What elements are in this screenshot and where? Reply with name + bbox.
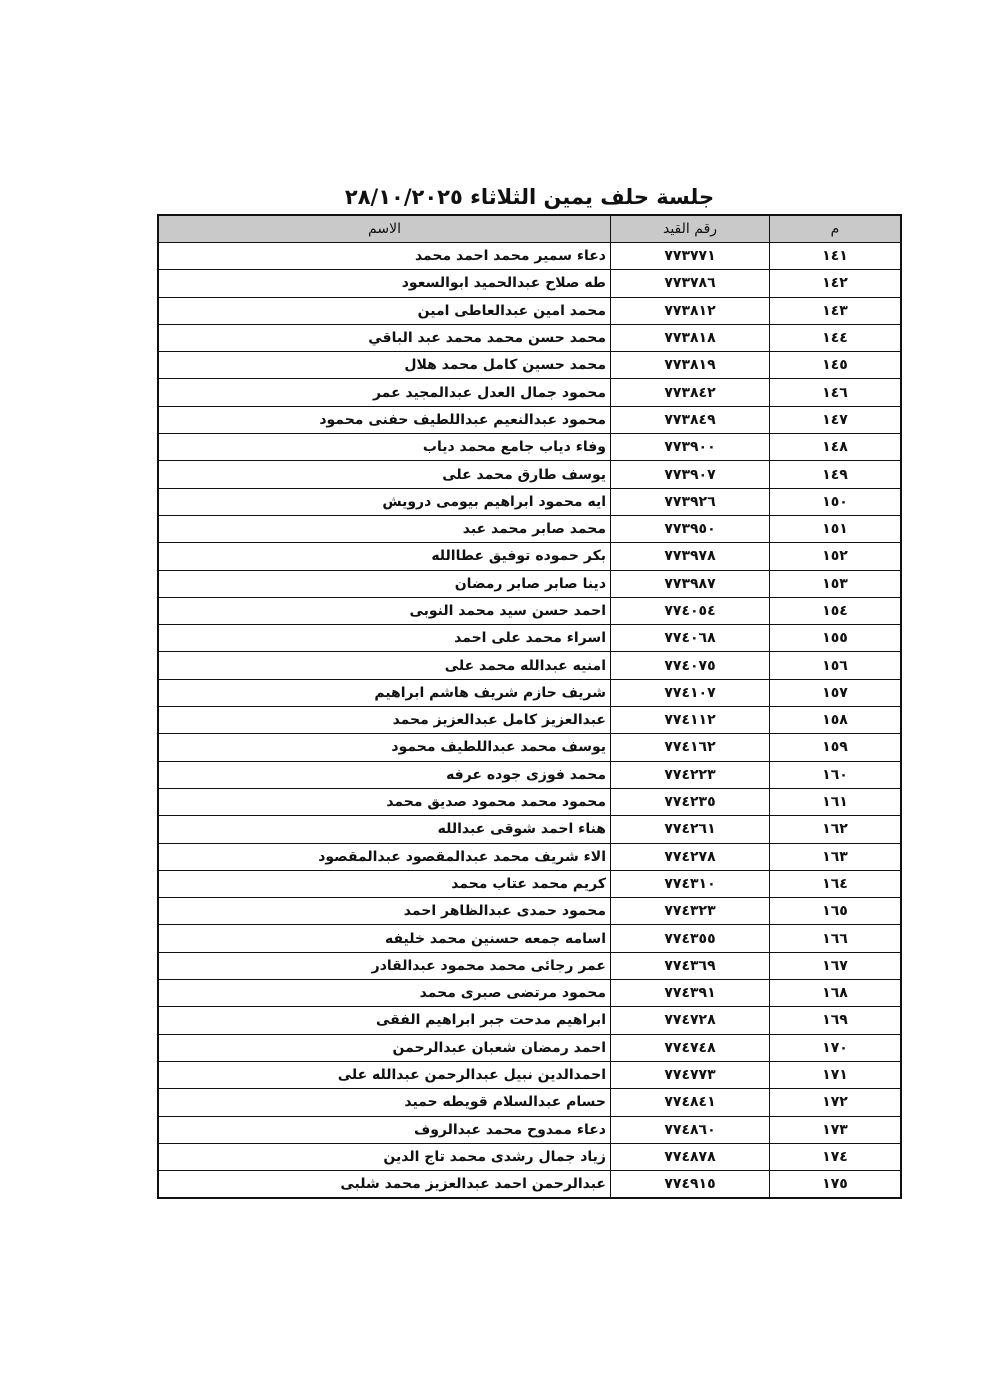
table-row xyxy=(158,297,901,324)
name-cell: احمدالدين نبيل عبدالرحمن عبدالله على xyxy=(158,1061,611,1088)
name-cell: حسام عبدالسلام قويطه حميد xyxy=(158,1089,611,1116)
name-cell: امنيه عبدالله محمد على xyxy=(158,652,611,679)
seq-cell: ١٧٥ xyxy=(770,1171,902,1199)
table-row xyxy=(158,652,901,679)
header-seq: م xyxy=(770,215,902,243)
table-row xyxy=(158,570,901,597)
seq-cell: ١٤١ xyxy=(770,243,902,270)
registration-cell: ٧٧٣٩٨٧ xyxy=(611,570,770,597)
table-row xyxy=(158,679,901,706)
header-registration: رقم القيد xyxy=(611,215,770,243)
seq-cell: ١٤٥ xyxy=(770,352,902,379)
registration-cell: ٧٧٣٨١٢ xyxy=(611,297,770,324)
name-cell: محمد فوزى جوده عرفه xyxy=(158,761,611,788)
seq-cell: ١٧٢ xyxy=(770,1089,902,1116)
table-row xyxy=(158,1007,901,1034)
table-row xyxy=(158,270,901,297)
name-cell: وفاء دياب جامع محمد دياب xyxy=(158,434,611,461)
table-row xyxy=(158,515,901,542)
seq-cell: ١٧١ xyxy=(770,1061,902,1088)
seq-cell: ١٧٣ xyxy=(770,1116,902,1143)
seq-cell: ١٦٣ xyxy=(770,843,902,870)
seq-cell: ١٧٠ xyxy=(770,1034,902,1061)
registration-cell: ٧٧٤٣٢٣ xyxy=(611,898,770,925)
table-row xyxy=(158,324,901,351)
registration-cell: ٧٧٤١٠٧ xyxy=(611,679,770,706)
table-row xyxy=(158,243,901,270)
name-cell: عبدالعزيز كامل عبدالعزيز محمد xyxy=(158,707,611,734)
seq-cell: ١٦١ xyxy=(770,788,902,815)
name-cell: يوسف محمد عبداللطيف محمود xyxy=(158,734,611,761)
document-title: جلسة حلف يمين الثلاثاء ٢٨/١٠/٢٠٢٥ xyxy=(344,185,715,209)
registration-cell: ٧٧٣٨٤٢ xyxy=(611,379,770,406)
table-row xyxy=(158,1116,901,1143)
name-cell: زياد جمال رشدى محمد تاج الدين xyxy=(158,1143,611,1170)
name-cell: محمد امين عبدالعاطى امين xyxy=(158,297,611,324)
name-cell: احمد رمضان شعبان عبدالرحمن xyxy=(158,1034,611,1061)
seq-cell: ١٦٥ xyxy=(770,898,902,925)
name-cell: عمر رجائى محمد محمود عبدالقادر xyxy=(158,952,611,979)
table-row xyxy=(158,379,901,406)
name-cell: اسامه جمعه حسنين محمد خليفه xyxy=(158,925,611,952)
seq-cell: ١٥٠ xyxy=(770,488,902,515)
seq-cell: ١٤٢ xyxy=(770,270,902,297)
name-cell: محمود حمدى عبدالظاهر احمد xyxy=(158,898,611,925)
registration-cell: ٧٧٣٨١٨ xyxy=(611,324,770,351)
seq-cell: ١٥٢ xyxy=(770,543,902,570)
table-row xyxy=(158,543,901,570)
table-row xyxy=(158,761,901,788)
registration-cell: ٧٧٤٠٧٥ xyxy=(611,652,770,679)
seq-cell: ١٥١ xyxy=(770,515,902,542)
name-cell: شريف حازم شريف هاشم ابراهيم xyxy=(158,679,611,706)
registration-cell: ٧٧٤٨٦٠ xyxy=(611,1116,770,1143)
seq-cell: ١٤٧ xyxy=(770,406,902,433)
name-cell: دعاء سمير محمد احمد محمد xyxy=(158,243,611,270)
header-name: الاسم xyxy=(158,215,611,243)
registration-cell: ٧٧٤٠٦٨ xyxy=(611,625,770,652)
registration-cell: ٧٧٤٠٥٤ xyxy=(611,597,770,624)
registration-cell: ٧٧٤٢٢٣ xyxy=(611,761,770,788)
table-row xyxy=(158,980,901,1007)
registration-cell: ٧٧٤٧٧٣ xyxy=(611,1061,770,1088)
seq-cell: ١٤٤ xyxy=(770,324,902,351)
table-row xyxy=(158,352,901,379)
name-cell: احمد حسن سيد محمد النوبى xyxy=(158,597,611,624)
registration-cell: ٧٧٤٧٤٨ xyxy=(611,1034,770,1061)
name-cell: اسراء محمد على احمد xyxy=(158,625,611,652)
registration-cell: ٧٧٣٩٧٨ xyxy=(611,543,770,570)
seq-cell: ١٥٤ xyxy=(770,597,902,624)
table-row xyxy=(158,1089,901,1116)
table-row xyxy=(158,1143,901,1170)
seq-cell: ١٥٥ xyxy=(770,625,902,652)
registration-cell: ٧٧٤٢٦١ xyxy=(611,816,770,843)
table-row xyxy=(158,597,901,624)
registration-cell: ٧٧٣٩٢٦ xyxy=(611,488,770,515)
seq-cell: ١٤٩ xyxy=(770,461,902,488)
table-header-row xyxy=(158,215,901,243)
registration-cell: ٧٧٤٨٤١ xyxy=(611,1089,770,1116)
registration-cell: ٧٧٤٨٧٨ xyxy=(611,1143,770,1170)
registration-cell: ٧٧٣٧٧١ xyxy=(611,243,770,270)
table-row xyxy=(158,434,901,461)
registration-cell: ٧٧٤١٦٢ xyxy=(611,734,770,761)
name-cell: كريم محمد عتاب محمد xyxy=(158,870,611,897)
name-cell: دعاء ممدوح محمد عبدالروف xyxy=(158,1116,611,1143)
seq-cell: ١٦٤ xyxy=(770,870,902,897)
table-row xyxy=(158,898,901,925)
table-row xyxy=(158,816,901,843)
seq-cell: ١٥٨ xyxy=(770,707,902,734)
table-row xyxy=(158,625,901,652)
table-row xyxy=(158,1171,901,1199)
table-row xyxy=(158,734,901,761)
registration-cell: ٧٧٣٩٠٠ xyxy=(611,434,770,461)
table-row xyxy=(158,952,901,979)
seq-cell: ١٤٦ xyxy=(770,379,902,406)
name-cell: محمود عبدالنعيم عبداللطيف حفنى محمود xyxy=(158,406,611,433)
table-row xyxy=(158,925,901,952)
name-cell: محمود جمال العدل عبدالمجيد عمر xyxy=(158,379,611,406)
table-body xyxy=(158,243,901,1199)
name-cell: محمد حسن محمد محمد عبد الباقي xyxy=(158,324,611,351)
seq-cell: ١٦٢ xyxy=(770,816,902,843)
registration-cell: ٧٧٤٣٩١ xyxy=(611,980,770,1007)
table-row xyxy=(158,707,901,734)
name-cell: هناء احمد شوقى عبدالله xyxy=(158,816,611,843)
name-cell: عبدالرحمن احمد عبدالعزيز محمد شلبى xyxy=(158,1171,611,1199)
registration-cell: ٧٧٣٩٥٠ xyxy=(611,515,770,542)
name-cell: محمود مرتضى صبرى محمد xyxy=(158,980,611,1007)
table-row xyxy=(158,406,901,433)
oath-roster-table xyxy=(157,214,902,1199)
table-row xyxy=(158,1034,901,1061)
seq-cell: ١٦٠ xyxy=(770,761,902,788)
name-cell: ايه محمود ابراهيم بيومى درويش xyxy=(158,488,611,515)
name-cell: محمد صابر محمد عبد xyxy=(158,515,611,542)
seq-cell: ١٧٤ xyxy=(770,1143,902,1170)
name-cell: طه صلاح عبدالحميد ابوالسعود xyxy=(158,270,611,297)
seq-cell: ١٤٨ xyxy=(770,434,902,461)
registration-cell: ٧٧٤٣٥٥ xyxy=(611,925,770,952)
registration-cell: ٧٧٤٣٦٩ xyxy=(611,952,770,979)
name-cell: دينا صابر صابر رمضان xyxy=(158,570,611,597)
table-row xyxy=(158,870,901,897)
table-row xyxy=(158,843,901,870)
name-cell: بكر حموده توفيق عطاالله xyxy=(158,543,611,570)
seq-cell: ١٤٣ xyxy=(770,297,902,324)
registration-cell: ٧٧٤٧٢٨ xyxy=(611,1007,770,1034)
seq-cell: ١٦٩ xyxy=(770,1007,902,1034)
seq-cell: ١٥٩ xyxy=(770,734,902,761)
registration-cell: ٧٧٤٢٧٨ xyxy=(611,843,770,870)
seq-cell: ١٥٦ xyxy=(770,652,902,679)
table-row xyxy=(158,1061,901,1088)
name-cell: محمود محمد محمود صديق محمد xyxy=(158,788,611,815)
registration-cell: ٧٧٤٩١٥ xyxy=(611,1171,770,1199)
registration-cell: ٧٧٤٢٣٥ xyxy=(611,788,770,815)
registration-cell: ٧٧٣٧٨٦ xyxy=(611,270,770,297)
seq-cell: ١٦٧ xyxy=(770,952,902,979)
table-row xyxy=(158,461,901,488)
seq-cell: ١٦٦ xyxy=(770,925,902,952)
table-row xyxy=(158,788,901,815)
seq-cell: ١٦٨ xyxy=(770,980,902,1007)
name-cell: محمد حسين كامل محمد هلال xyxy=(158,352,611,379)
name-cell: يوسف طارق محمد على xyxy=(158,461,611,488)
seq-cell: ١٥٧ xyxy=(770,679,902,706)
registration-cell: ٧٧٤١١٢ xyxy=(611,707,770,734)
registration-cell: ٧٧٣٨٤٩ xyxy=(611,406,770,433)
name-cell: الاء شريف محمد عبدالمقصود عبدالمقصود xyxy=(158,843,611,870)
registration-cell: ٧٧٤٣١٠ xyxy=(611,870,770,897)
seq-cell: ١٥٣ xyxy=(770,570,902,597)
registration-cell: ٧٧٣٨١٩ xyxy=(611,352,770,379)
name-cell: ابراهيم مدحت جبر ابراهيم الفقى xyxy=(158,1007,611,1034)
table-row xyxy=(158,488,901,515)
registration-cell: ٧٧٣٩٠٧ xyxy=(611,461,770,488)
